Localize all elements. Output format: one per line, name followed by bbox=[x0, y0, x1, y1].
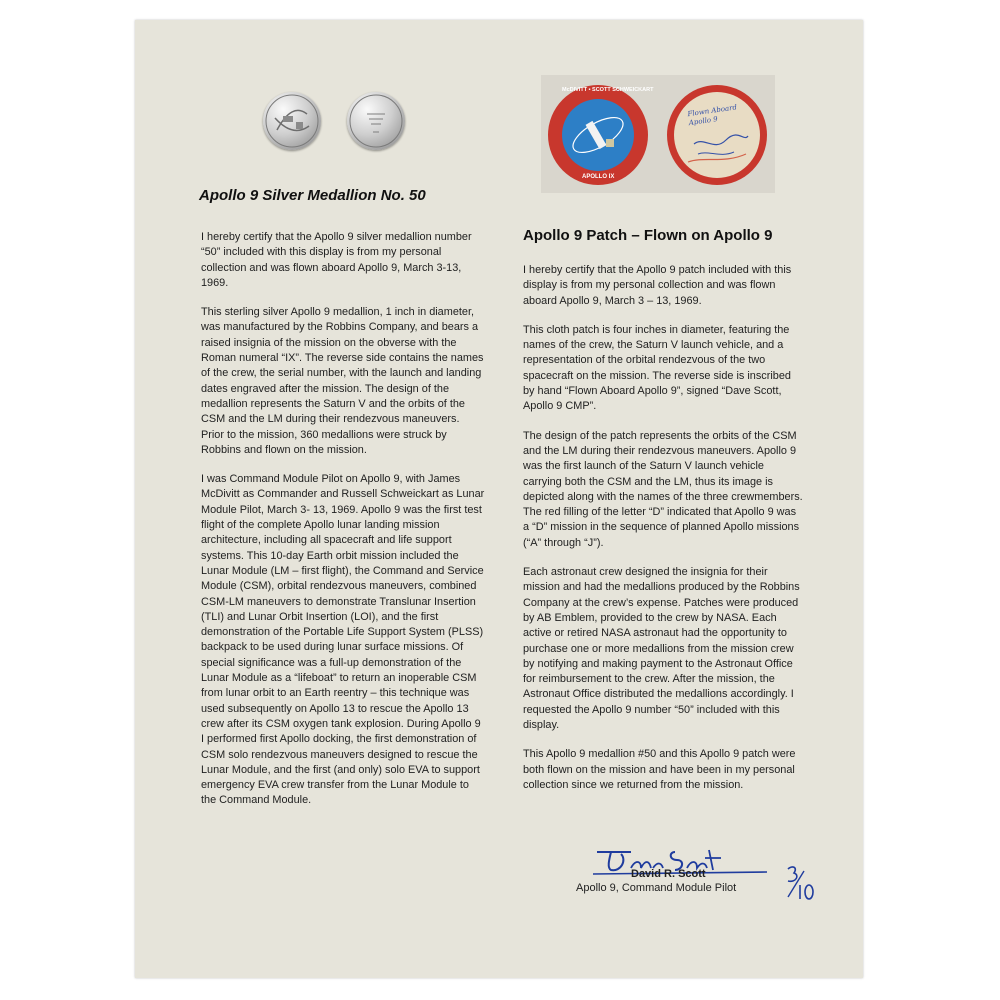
patch-handwritten-inscription: Flown Aboard Apollo 9 bbox=[687, 103, 738, 128]
patch-front-image bbox=[548, 85, 654, 185]
patch-reverse-image bbox=[667, 85, 767, 185]
patch-reverse-field bbox=[674, 92, 760, 178]
medallion-paragraph: I hereby certify that the Apollo 9 silver medallion number “50” included with this display is from my personal collection and was flown aboard Apollo 9, March 3-13, 1969. bbox=[201, 231, 472, 289]
patch-section-title: Apollo 9 Patch – Flown on Apollo 9 bbox=[523, 227, 773, 244]
patch-paragraph: This cloth patch is four inches in diameter, featuring the names of the crew, the Saturn V launch vehicle, and a representation of the orbital rendezvous of the two spacecraft on the mission. The reverse side is inscribed by hand “Flown Aboard Apollo 9”, signed “Dave Scott, Apollo 9 CMP”. bbox=[523, 323, 791, 413]
medallion-obverse-image bbox=[263, 92, 321, 150]
patch-crew-names: McDIVITT • SCOTT SCHWEICKART bbox=[562, 87, 654, 93]
medallion-paragraph: I was Command Module Pilot on Apollo 9, with James McDivitt as Commander and Russell Schweickart as Lunar Module Pilot, March 3- 13, 1969. Apollo 9 was the first test flight of the complete Apollo lunar landing mission architecture, including all spacecraft and life support systems. This 10-day Earth orbit mission included the Lunar Module (LM – first flight), the Command and Service Module (CSM), orbital rendezvous maneuvers, combined CSM-LM maneuvers to demonstrate Translunar Insertion (TLI) and Lunar Orbit Insertion (LOI), and the first demonstration of the Portable Life Support System (PLSS) backpack to be used during lunar surface missions. Of special significance was a full-up demonstration of the Lunar Module as a “lifeboat” to return an inoperable CSM from lunar orbit to an Earth reentry – this technique was used subsequently on Apollo 13 to rescue the Apollo 13 crew after its CSM oxygen tank explosion. During Apollo 9 I performed first Apollo docking, the first demonstration of CSM solo rendezvous maneuvers designed to rescue the Lunar Module, and the first (and only) solo EVA to support emergency EVA crew transfer from the Lunar Module to the Command Module. bbox=[201, 473, 485, 807]
patch-paragraph: I hereby certify that the Apollo 9 patch included with this display is from my personal collection and was flown aboard Apollo 9, March 3 – 13, 1969. bbox=[523, 264, 792, 307]
signer-role: Apollo 9, Command Module Pilot bbox=[576, 882, 737, 894]
medallion-section-text bbox=[201, 230, 485, 823]
patch-front-field bbox=[562, 99, 634, 171]
patch-paragraph: The design of the patch represents the orbits of the CSM and the LM during their rendezvous maneuvers. Apollo 9 was the first launch of the Saturn V launch vehicle carrying both the CSM and the LM, thus its image is depicted along with the names of the three crewmembers. The red filling of the letter “D” indicated that Apollo 9 was a “D” mission in the sequence of planned Apollo missions (“A” through “J”). bbox=[523, 429, 803, 549]
medallion-section-title: Apollo 9 Silver Medallion No. 50 bbox=[199, 187, 426, 204]
certificate-sheet bbox=[135, 20, 863, 978]
patch-section-text bbox=[523, 263, 805, 807]
medallion-paragraph: This sterling silver Apollo 9 medallion, 1 inch in diameter, was manufactured by the Robbins Company, and bears a raised insignia of the mission on the obverse with the Roman numeral “IX”. The reverse side contains the names of the crew, the serial number, with the launch and landing dates engraved after the mission. The design of the medallion represents the Saturn V and the orbits of the CSM and the LM during their rendezvous maneuvers. Prior to the mission, 360 medallions were struck by Robbins and flown on the mission. bbox=[201, 306, 484, 456]
patch-photo bbox=[541, 75, 775, 193]
signer-name: David R. Scott bbox=[631, 868, 706, 880]
edition-number-mark bbox=[782, 863, 816, 903]
patch-paragraph: Each astronaut crew designed the insignia for their mission and had the medallions produced by the Robbins Company at the crew’s expense. Patches were produced by AB Emblem, provided to the crew by NASA. Each active or retired NASA astronaut had the opportunity to purchase one or more medallions from the mission crew by notifying and making payment to the Astronaut Office for reimbursement to the crew. After the mission, the Astronaut Office distributed the medallions accordingly. I requested the Apollo 9 number “50” included with this display. bbox=[523, 566, 800, 732]
medallion-reverse-image bbox=[347, 92, 405, 150]
patch-paragraph: This Apollo 9 medallion #50 and this Apollo 9 patch were both flown on the mission and have been in my personal collection since we returned from the mission. bbox=[523, 748, 796, 791]
patch-mission-name: APOLLO IX bbox=[582, 174, 615, 180]
